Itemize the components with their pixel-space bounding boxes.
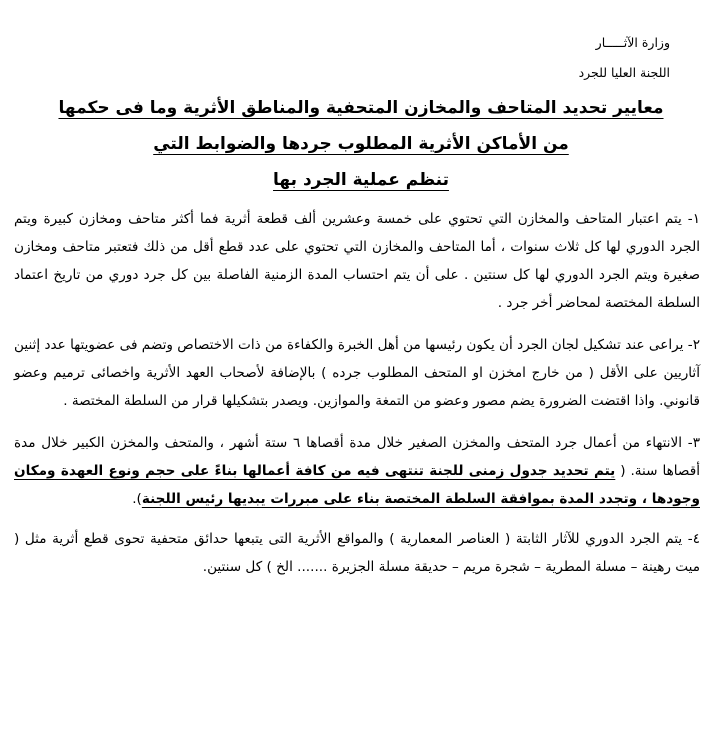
title-line-2: من الأماكن الأثرية المطلوب جردها والضوابط التي bbox=[153, 134, 569, 154]
letterhead bbox=[579, 28, 670, 88]
title-line-3: تنظم عملية الجرد بها bbox=[273, 170, 449, 190]
ministry-name: وزارة الآثـــــار bbox=[595, 35, 670, 50]
paragraph-1: ١- يتم اعتبار المتاحف والمخازن التي تحتوي على خمسة وعشرين ألف قطعة أثرية فما أكثر متاحف ومخازن كبيرة ويتم الجرد الدوري لها كل ثلاث سنوات ، أما المتاحف والمخازن التي تحتوي على عدد قطع أقل من ذلك فتعتبر متاحف ومخازن صغيرة ويتم الجرد الدوري لها كل سنتين . على أن يتم احتساب المدة الزمنية الفاصلة بين كل جرد دوري من تاريخ اعتماد السلطة المختصة لمحاضر أخر جرد . bbox=[14, 211, 700, 311]
document-title bbox=[0, 90, 722, 198]
paragraph-3-text: ٣- الانتهاء من أعمال جرد المتحف والمخزن الصغير خلال مدة أقصاها ٦ ستة أشهر ، والمتحف والمخزن الكبير خلال مدة أقصاها سنة. ( bbox=[14, 435, 700, 479]
paragraph-4: ٤- يتم الجرد الدوري للآثار الثابتة ( العناصر المعمارية ) والمواقع الأثرية التى يتبعها حدائق متحفية تحوى قطع أثرية مثل ( ميت رهينة – مسلة المطرية – شجرة مريم – حديقة مسلة الجزيرة ....... الخ ) كل سنتين. bbox=[14, 531, 700, 575]
paragraph-3-end: ). bbox=[132, 491, 142, 507]
committee-name: اللجنة العليا للجرد bbox=[578, 65, 670, 80]
paragraph-2: ٢- يراعى عند تشكيل لجان الجرد أن يكون رئيسها من أهل الخبرة والكفاءة من ذات الاختصاص وتضم فى عضويتها عدد إثنين آثاريين على الأقل ( من خارج امخزن او المتحف المطلوب جرده ) بالإضافة لأصحاب العهد الأثرية واخصائى ترميم وعضو قانوني. واذا اقتضت الضرورة يضم مصور وعضو من التمغة والموازين. ويصدر بتشكيلها قرار من السلطة المختصة . bbox=[14, 337, 700, 409]
document-body bbox=[14, 205, 700, 581]
paragraph-3-highlight: يتم تحديد جدول زمنى للجنة تنتهى فيه من كافة أعمالها بناءً على حجم ونوع العهدة ومكان وجودها ، وتجدد المدة بموافقة السلطة المختصة بناء على مبررات يبديها رئيس اللجنة bbox=[14, 463, 700, 507]
paragraph-3 bbox=[14, 429, 700, 513]
title-line-1: معايير تحديد المتاحف والمخازن المتحفية والمناطق الأثرية وما فى حكمها bbox=[58, 98, 664, 118]
